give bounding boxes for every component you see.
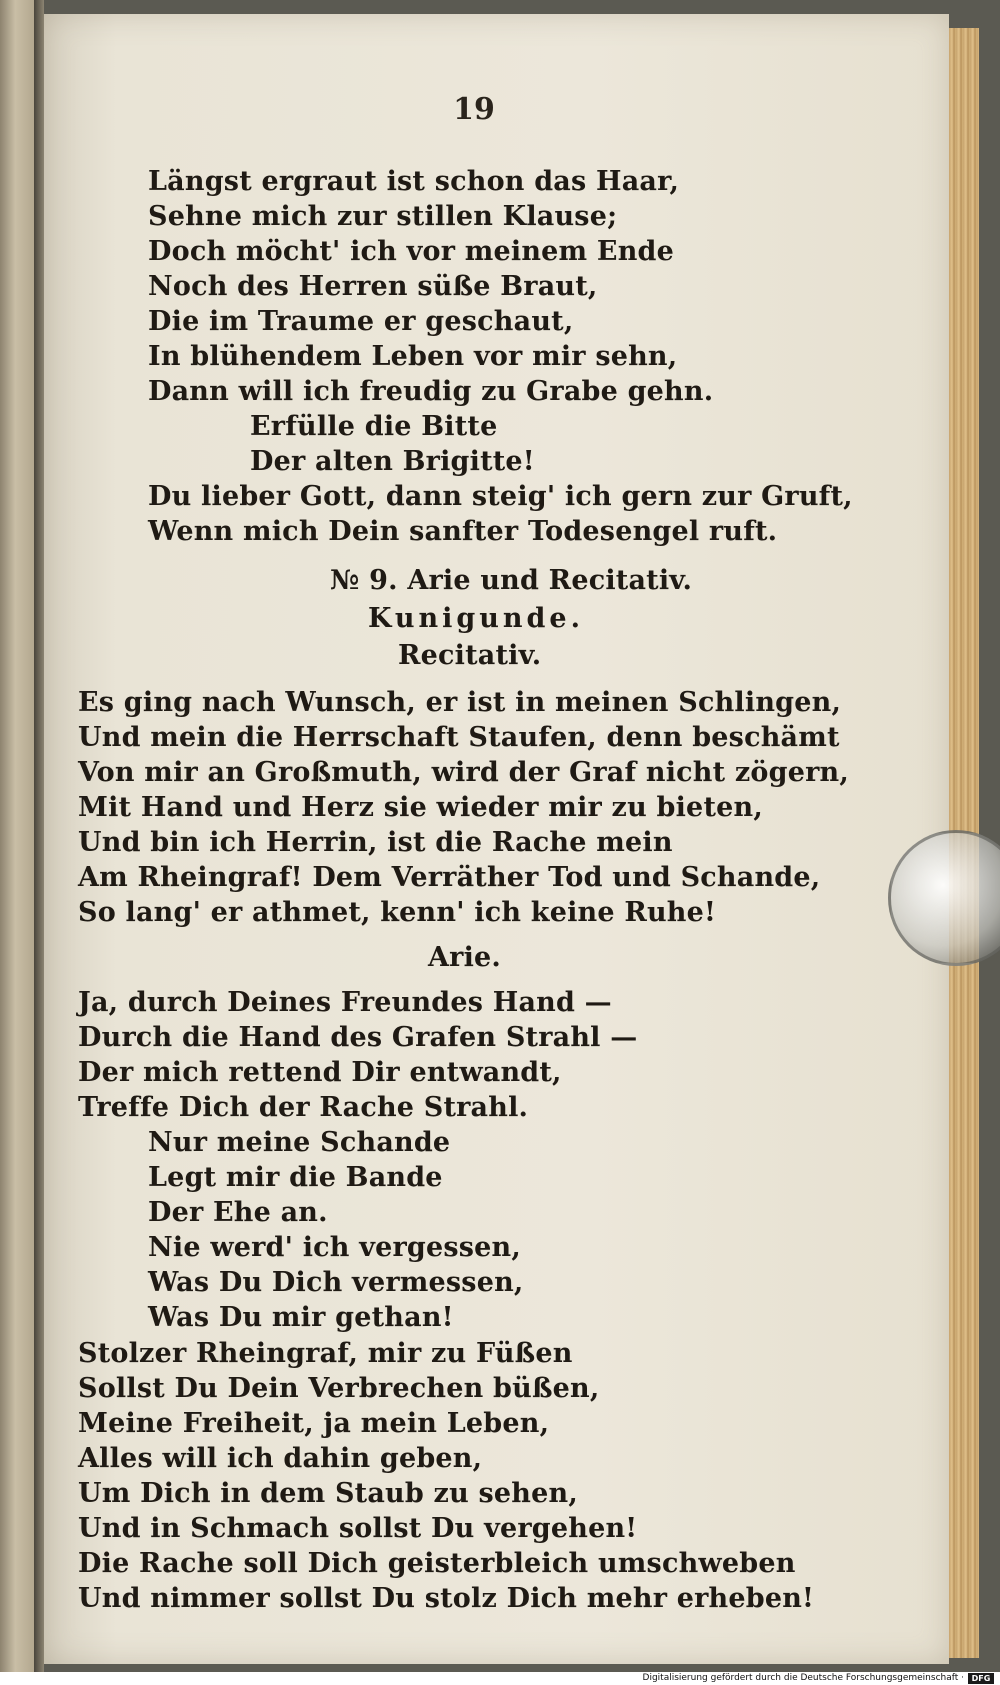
verse-line: Noch des Herren süße Braut,	[148, 271, 598, 302]
verse-line: Du lieber Gott, dann steig' ich gern zur Gruft,	[148, 481, 853, 512]
recitativ-heading: Recitativ.	[398, 640, 542, 671]
verse-line: Doch möcht' ich vor meinem Ende	[148, 236, 674, 267]
verse-line: Um Dich in dem Staub zu sehen,	[78, 1478, 578, 1509]
verse-line: Erfülle die Bitte	[250, 411, 498, 442]
book-gutter	[34, 0, 44, 1672]
dfg-credit: Digitalisierung gefördert durch die Deutsche Forschungsgemeinschaft ·	[642, 1673, 964, 1683]
verse-line: Stolzer Rheingraf, mir zu Füßen	[78, 1338, 573, 1369]
verse-line: Nur meine Schande	[148, 1127, 451, 1158]
verse-line: Und in Schmach sollst Du vergehen!	[78, 1513, 638, 1544]
verse-line: Was Du Dich vermessen,	[148, 1267, 524, 1298]
verse-line: Ja, durch Deines Freundes Hand —	[78, 987, 612, 1018]
previous-page-edge	[0, 0, 34, 1672]
verse-line: Und mein die Herrschaft Staufen, denn beschämt	[78, 722, 840, 753]
verse-line: Am Rheingraf! Dem Verräther Tod und Schande,	[78, 862, 821, 893]
verse-line: Legt mir die Bande	[148, 1162, 443, 1193]
verse-line: Nie werd' ich vergessen,	[148, 1232, 521, 1263]
verse-line: Und nimmer sollst Du stolz Dich mehr erheben!	[78, 1583, 815, 1614]
verse-line: Die Rache soll Dich geisterbleich umschweben	[78, 1548, 796, 1579]
verse-line: Durch die Hand des Grafen Strahl —	[78, 1022, 638, 1053]
verse-line: Und bin ich Herrin, ist die Rache mein	[78, 827, 673, 858]
verse-line: Mit Hand und Herz sie wieder mir zu bieten,	[78, 792, 763, 823]
verse-line: So lang' er athmet, kenn' ich keine Ruhe!	[78, 897, 717, 928]
verse-line: Der alten Brigitte!	[250, 446, 535, 477]
verse-line: Es ging nach Wunsch, er ist in meinen Schlingen,	[78, 687, 842, 718]
verse-line: Wenn mich Dein sanfter Todesengel ruft.	[148, 516, 778, 547]
verse-line: In blühendem Leben vor mir sehn,	[148, 341, 678, 372]
verse-line: Alles will ich dahin geben,	[78, 1443, 483, 1474]
number-heading: № 9. Arie und Recitativ.	[330, 565, 693, 596]
character-name: Kunigunde.	[368, 603, 584, 634]
verse-line: Von mir an Großmuth, wird der Graf nicht zögern,	[78, 757, 849, 788]
verse-line: Treffe Dich der Rache Strahl.	[78, 1092, 529, 1123]
arie-heading: Arie.	[428, 942, 502, 973]
verse-line: Meine Freiheit, ja mein Leben,	[78, 1408, 550, 1439]
verse-line: Was Du mir gethan!	[148, 1302, 454, 1333]
verse-line: Sehne mich zur stillen Klause;	[148, 201, 618, 232]
verse-line: Die im Traume er geschaut,	[148, 306, 574, 337]
verse-line: Der Ehe an.	[148, 1197, 328, 1228]
dfg-logo: DFG	[968, 1673, 994, 1684]
page-number: 19	[453, 92, 495, 127]
verse-line: Der mich rettend Dir entwandt,	[78, 1057, 562, 1088]
verse-line: Längst ergraut ist schon das Haar,	[148, 166, 680, 197]
verse-line: Dann will ich freudig zu Grabe gehn.	[148, 376, 714, 407]
verse-line: Sollst Du Dein Verbrechen büßen,	[78, 1373, 600, 1404]
